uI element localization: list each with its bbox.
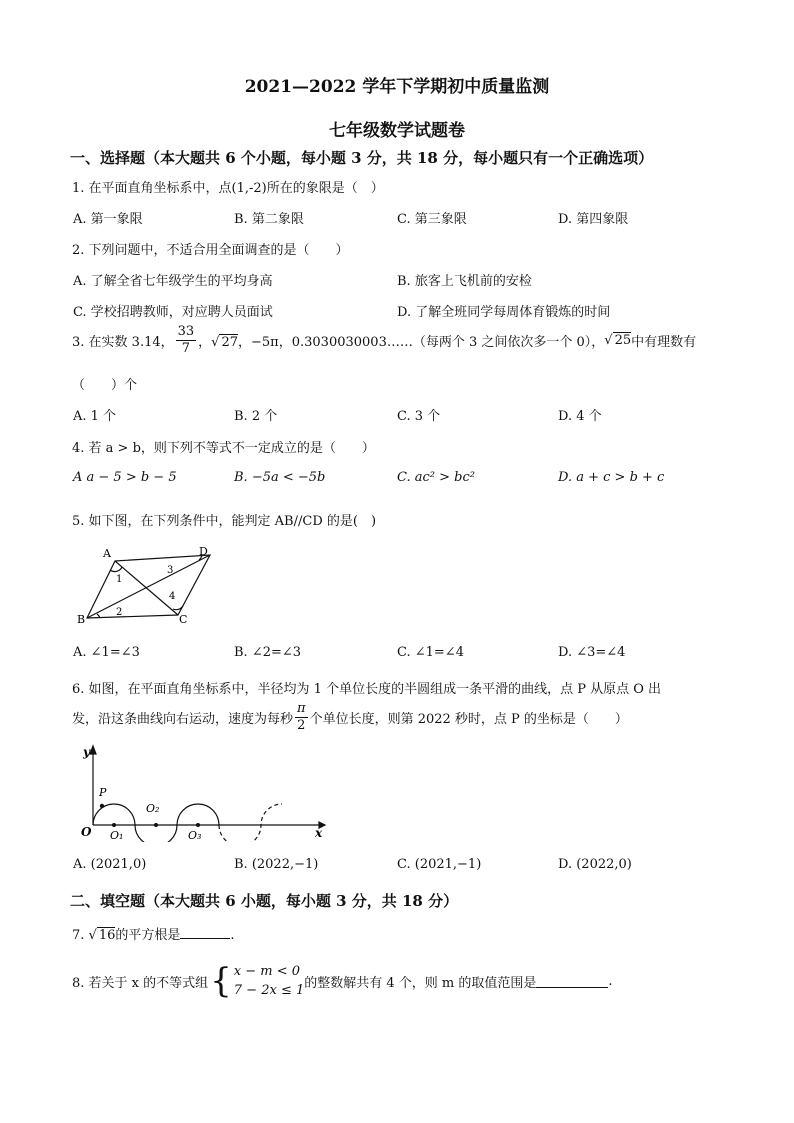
q3-option-b[interactable]: B. 2 个: [234, 409, 278, 424]
q1-option-d[interactable]: D. 第四象限: [558, 212, 629, 227]
x-axis-label: x: [315, 826, 323, 840]
q1-option-a[interactable]: A. 第一象限: [73, 212, 143, 227]
brace-symbol: {: [210, 961, 232, 1001]
question-7: 7. √ 16的平方根是 .: [72, 928, 235, 943]
q8-answer-blank[interactable]: [536, 975, 608, 988]
sqrt-27: 27: [221, 335, 239, 350]
vertex-d-label: D: [199, 545, 208, 558]
vertex-b-label: B: [77, 613, 86, 626]
q4-option-a[interactable]: A a − 5 > b − 5: [73, 470, 177, 485]
q1-option-b[interactable]: B. 第二象限: [234, 212, 304, 227]
question-1-stem: 1. 在平面直角坐标系中，点(1,-2)所在的象限是（ ）: [72, 181, 384, 196]
center-o3: [196, 823, 200, 827]
angle-2-label: 2: [116, 607, 123, 618]
q4-option-b[interactable]: B. −5a < −5b: [234, 470, 326, 485]
vertex-a-label: A: [103, 547, 111, 560]
question-5-stem: 5. 如下图，在下列条件中，能判定 AB//CD 的是( ): [72, 514, 377, 529]
q6-option-b[interactable]: B. (2022,−1): [234, 857, 319, 872]
question-4-stem: 4. 若 a > b，则下列不等式不一定成立的是（ ）: [72, 441, 375, 456]
q2-option-c[interactable]: C. 学校招聘教师，对应聘人员面试: [73, 305, 273, 320]
q2-option-a[interactable]: A. 了解全省七年级学生的平均身高: [73, 274, 273, 289]
q7-answer-blank[interactable]: [180, 926, 230, 939]
center-o2: [154, 823, 158, 827]
q7-text: 的平方根是: [115, 928, 181, 943]
q7-end: .: [230, 928, 235, 943]
question-3-line2: （ ）个: [72, 378, 138, 393]
question-6-line2: [72, 701, 628, 734]
semicircle-curve-figure: [75, 742, 335, 842]
q6-option-a[interactable]: A. (2021,0): [73, 857, 147, 872]
angle-1-label: 1: [116, 574, 123, 585]
q5-option-c[interactable]: C. ∠1=∠4: [397, 645, 464, 660]
sqrt-16: 16: [98, 928, 116, 943]
fraction-denominator: 2: [297, 718, 306, 733]
question-2-stem: 2. 下列问题中，不适合用全面调查的是（ ）: [72, 243, 349, 258]
q4-option-c[interactable]: C. ac² > bc²: [397, 470, 475, 485]
parallelogram-figure: [75, 543, 225, 628]
q6-option-c[interactable]: C. (2021,−1): [397, 857, 482, 872]
inequality-1: x − m < 0: [233, 964, 301, 979]
inequality-2: 7 − 2x ≤ 1: [233, 983, 305, 998]
angle-4-label: 4: [169, 591, 176, 602]
q8-end: .: [608, 973, 613, 989]
center-o3-label: O₃: [188, 829, 202, 842]
y-axis-arrow: [90, 746, 96, 754]
point-p: [100, 804, 104, 808]
q7-prefix: 7.: [72, 928, 89, 943]
origin-label: O: [81, 825, 92, 839]
q3-suffix: 中有理数有: [631, 335, 697, 350]
section-heading-choice: 一、选择题（本大题共 6 个小题，每小题 3 分，共 18 分，每小题只有一个正确选项）: [70, 149, 654, 167]
center-o2-label: O₂: [146, 802, 160, 815]
inequality-system: [234, 962, 304, 1000]
diagonal-bd: [87, 555, 210, 618]
point-p-label: P: [99, 786, 107, 799]
sqrt-25: 25: [614, 333, 632, 348]
section-heading-fill: 二、填空题（本大题共 6 小题，每小题 3 分，共 18 分）: [70, 892, 459, 910]
q2-option-b[interactable]: B. 旅客上飞机前的安检: [397, 274, 532, 289]
question-6-line1: 6. 如图，在平面直角坐标系中，半径均为 1 个单位长度的半圆组成一条平滑的曲线，点 P 从原点 O 出: [72, 682, 662, 697]
fraction-denominator: 7: [181, 341, 191, 356]
vertex-c-label: C: [179, 613, 188, 626]
center-o1-label: O₁: [110, 829, 124, 842]
question-8: [72, 962, 613, 1000]
q6-line2-suffix: 个单位长度，则第 2022 秒时，点 P 的坐标是（ ）: [309, 712, 628, 727]
q3-option-d[interactable]: D. 4 个: [558, 409, 602, 424]
q5-option-b[interactable]: B. ∠2=∠3: [234, 645, 302, 660]
q8-text: 的整数解共有 4 个，则 m 的取值范围是: [304, 975, 537, 991]
q5-option-d[interactable]: D. ∠3=∠4: [558, 645, 626, 660]
exam-subtitle: 七年级数学试题卷: [329, 121, 465, 141]
q6-line2-prefix: 发，沿这条曲线向右运动，速度为每秒: [72, 712, 294, 727]
fraction-numerator: π: [297, 701, 306, 716]
question-3-stem: 3. 在实数 3.14， $\frac{33}{7}$ ，√ 27 ，−5π，0.3030030003……（每两个 3 之间依次多一个 0）， √ 25 中有理数有: [72, 324, 697, 356]
y-axis-label: y: [83, 745, 90, 759]
q8-prefix: 8. 若关于 x 的不等式组: [72, 975, 209, 991]
fraction-33-7: [176, 324, 197, 357]
q5-option-a[interactable]: A. ∠1=∠3: [73, 645, 140, 660]
q3-middle: ，−5π，0.3030030003……（每两个 3 之间依次多一个 0），: [238, 335, 605, 350]
q6-option-d[interactable]: D. (2022,0): [558, 857, 632, 872]
dashed-curve: [219, 804, 282, 842]
q3-prefix: 3. 在实数 3.14，: [72, 335, 174, 350]
q4-option-d[interactable]: D. a + c > b + c: [558, 470, 665, 485]
exam-title: 2021—2022 学年下学期初中质量监测: [244, 77, 550, 97]
q3-option-c[interactable]: C. 3 个: [397, 409, 441, 424]
q3-option-a[interactable]: A. 1 个: [73, 409, 117, 424]
fraction-pi-over-2: [295, 701, 308, 734]
angle-3-label: 3: [167, 565, 174, 576]
q1-option-c[interactable]: C. 第三象限: [397, 212, 467, 227]
fraction-numerator: 33: [177, 324, 195, 339]
q2-option-d[interactable]: D. 了解全班同学每周体育锻炼的时间: [397, 305, 611, 320]
center-o1: [112, 823, 116, 827]
